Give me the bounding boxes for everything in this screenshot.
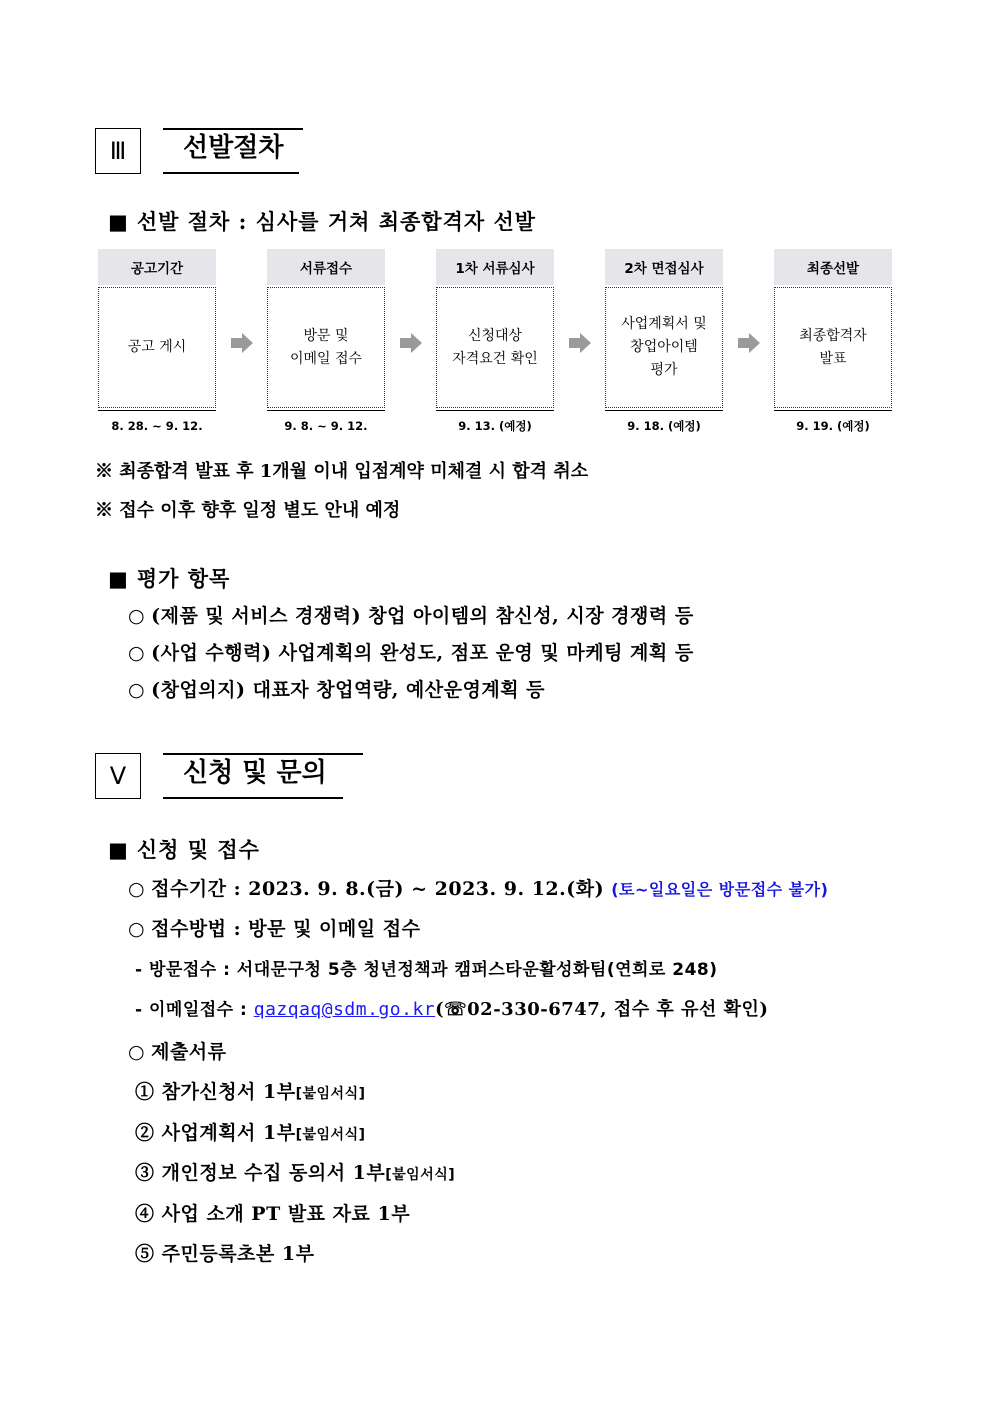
circle-bullet-icon: ○ (128, 642, 146, 664)
right-arrow-icon (569, 333, 591, 353)
doc-item: ② 사업계획서 1부[붙임서식] (135, 1122, 366, 1144)
flow-step (436, 249, 554, 440)
doc-item: ⑤ 주민등록초본 1부 (135, 1243, 315, 1265)
section-title: 선발절차 (163, 130, 299, 174)
step-date: 9. 8. ~ 9. 12. (267, 410, 385, 440)
section-title: 신청 및 문의 (163, 755, 343, 799)
square-bullet-icon: ■ (108, 567, 129, 591)
selection-flow-diagram (98, 249, 894, 444)
doc-item: ① 참가신청서 1부[붙임서식] (135, 1081, 366, 1103)
flow-step (774, 249, 892, 440)
email-link[interactable]: qazqaq@sdm.go.kr (253, 999, 436, 1020)
step-head: 1차 서류심사 (436, 249, 554, 285)
eval-heading: ■ 평가 항목 (108, 566, 231, 591)
note-line: ※ 최종합격 발표 후 1개월 이내 입점계약 미체결 시 합격 취소 (95, 461, 589, 482)
step-date: 9. 19. (예정) (774, 410, 892, 440)
right-arrow-icon (400, 333, 422, 353)
doc-item: ④ 사업 소개 PT 발표 자료 1부 (135, 1203, 411, 1225)
docs-heading: ○ 제출서류 (128, 1041, 227, 1063)
section-number: Ⅲ (95, 128, 141, 174)
step-body: 신청대상 자격요건 확인 (436, 287, 554, 408)
procedure-heading: ■ 선발 절차 : 심사를 거쳐 최종합격자 선발 (108, 209, 537, 234)
right-arrow-icon (738, 333, 760, 353)
section-number: Ⅴ (95, 753, 141, 799)
apply-heading: ■ 신청 및 접수 (108, 837, 260, 862)
weekend-note: (토~일요일은 방문접수 불가) (611, 880, 829, 899)
apply-method: ○ 접수방법 : 방문 및 이메일 접수 (128, 918, 421, 940)
step-head: 2차 면접심사 (605, 249, 723, 285)
apply-period: ○ 접수기간 : 2023. 9. 8.(금) ~ 2023. 9. 12.(화) (토~일요일은 방문접수 불가) (128, 878, 829, 900)
step-body: 방문 및 이메일 접수 (267, 287, 385, 408)
email-info: - 이메일접수 : qazqaq@sdm.go.kr(☏02-330-6747, 접수 후 유선 확인) (135, 999, 769, 1020)
step-body: 사업계획서 및 창업아이템 평가 (605, 287, 723, 408)
eval-item: ○ (창업의지) 대표자 창업역량, 예산운영계획 등 (128, 679, 546, 701)
step-head: 서류접수 (267, 249, 385, 285)
section-3-header (95, 128, 299, 174)
eval-item: ○ (제품 및 서비스 경쟁력) 창업 아이템의 참신성, 시장 경쟁력 등 (128, 605, 694, 627)
step-date: 8. 28. ~ 9. 12. (98, 410, 216, 440)
circle-bullet-icon: ○ (128, 918, 146, 940)
title-top-rule (163, 128, 303, 130)
right-arrow-icon (231, 333, 253, 353)
square-bullet-icon: ■ (108, 838, 129, 862)
step-head: 최종선발 (774, 249, 892, 285)
circle-bullet-icon: ○ (128, 878, 146, 900)
visit-info: - 방문접수 : 서대문구청 5층 청년정책과 캠퍼스타운활성화팀(연희로 248) (135, 960, 718, 980)
doc-item: ③ 개인정보 수집 동의서 1부[붙임서식] (135, 1162, 456, 1184)
note-line: ※ 접수 이후 향후 일정 별도 안내 예정 (95, 500, 401, 521)
step-head: 공고기간 (98, 249, 216, 285)
square-bullet-icon: ■ (108, 210, 129, 234)
circle-bullet-icon: ○ (128, 679, 146, 701)
title-top-rule (163, 753, 363, 755)
eval-item: ○ (사업 수행력) 사업계획의 완성도, 점포 운영 및 마케팅 계획 등 (128, 642, 694, 664)
step-date: 9. 13. (예정) (436, 410, 554, 440)
circle-bullet-icon: ○ (128, 605, 146, 627)
step-body: 공고 게시 (98, 287, 216, 408)
flow-step (98, 249, 216, 440)
circle-bullet-icon: ○ (128, 1041, 146, 1063)
step-date: 9. 18. (예정) (605, 410, 723, 440)
flow-step (605, 249, 723, 440)
flow-step (267, 249, 385, 440)
step-body: 최종합격자 발표 (774, 287, 892, 408)
section-5-header (95, 753, 343, 799)
